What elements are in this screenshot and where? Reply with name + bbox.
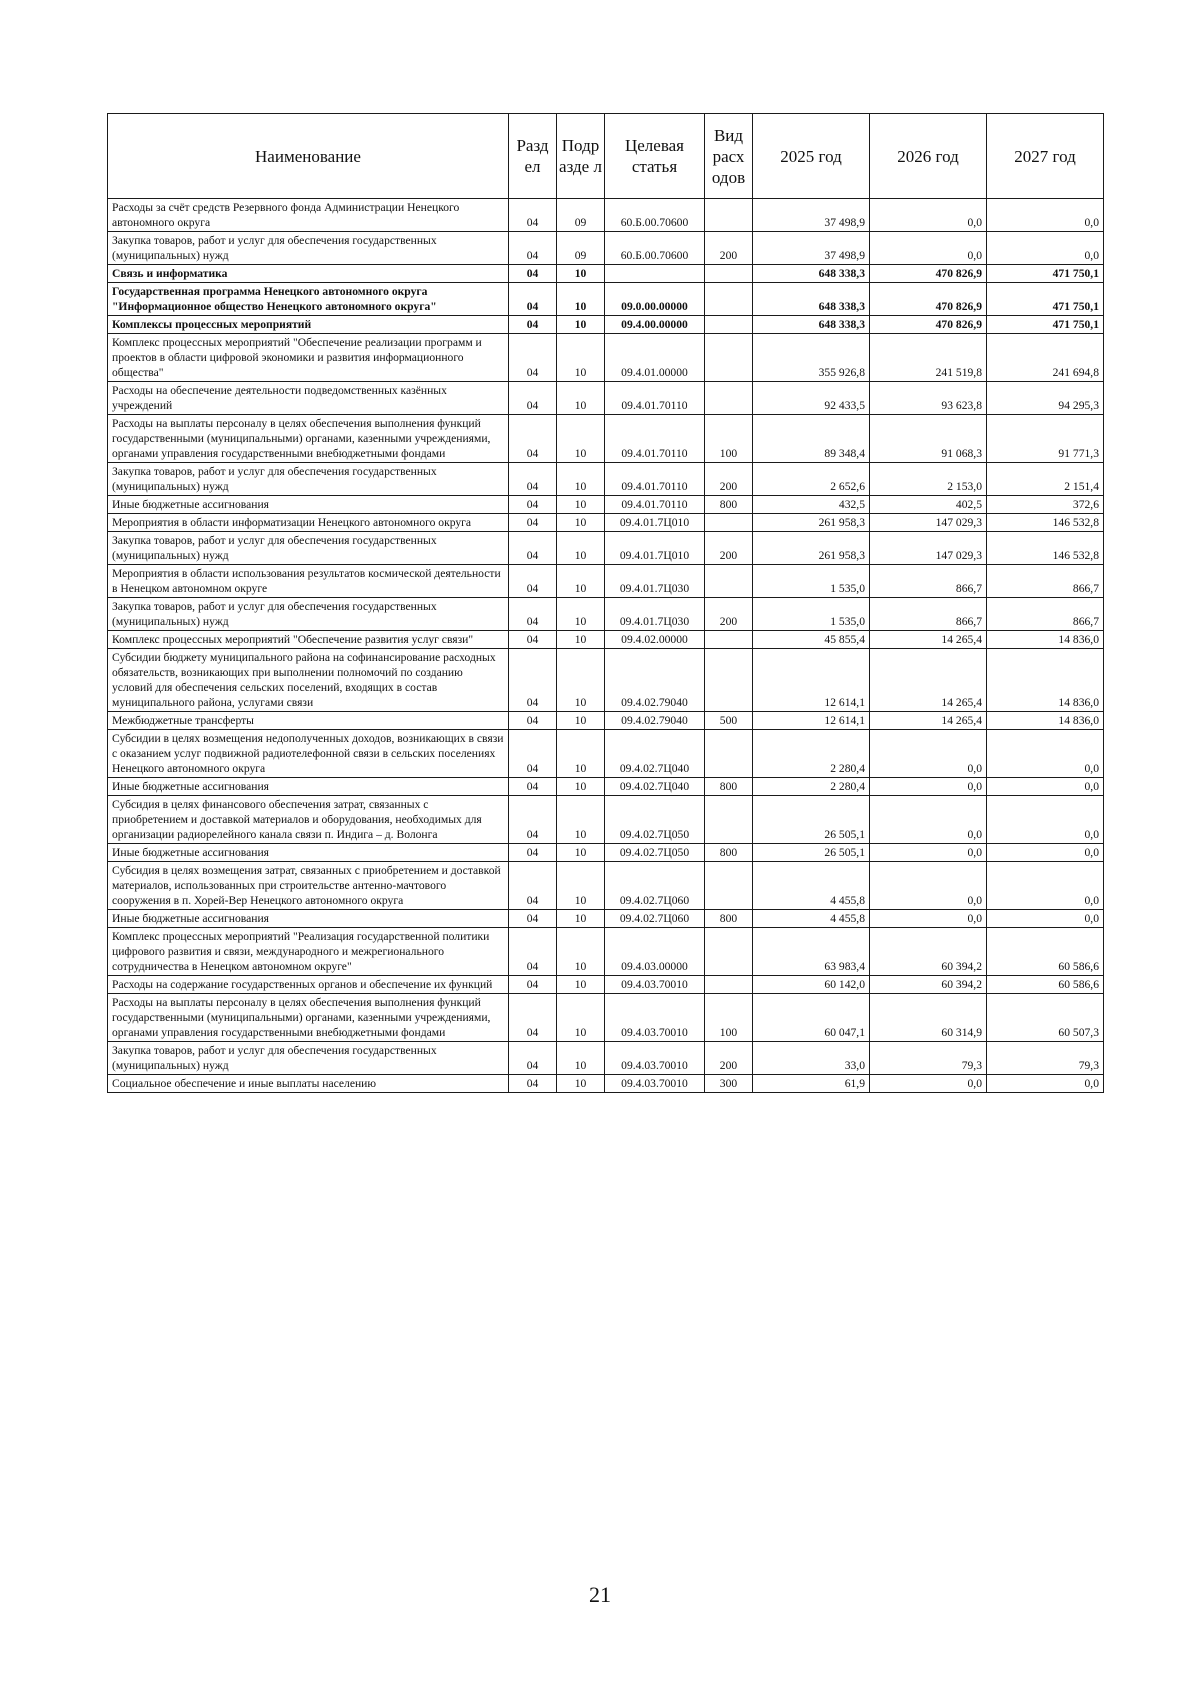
row-podrazdel-cell: 10 — [557, 1042, 605, 1075]
row-celevaya-cell: 09.4.01.70110 — [605, 496, 705, 514]
row-value-2026-cell: 470 826,9 — [870, 316, 987, 334]
row-podrazdel-cell: 10 — [557, 598, 605, 631]
row-vid-cell — [705, 283, 753, 316]
header-podrazdel: Подр азде л — [557, 114, 605, 199]
table-row — [108, 730, 1104, 778]
table-row — [108, 649, 1104, 712]
table-row — [108, 265, 1104, 283]
row-name-cell: Расходы на выплаты персоналу в целях обеспечения выполнения функций государственными (муниципальными) органами, казенными учреждениями, органами управления государственными внебюджетными фондами — [108, 415, 509, 463]
row-vid-cell — [705, 631, 753, 649]
row-value-2025-cell: 45 855,4 — [753, 631, 870, 649]
row-celevaya-cell: 09.0.00.00000 — [605, 283, 705, 316]
row-value-2025-cell: 432,5 — [753, 496, 870, 514]
table-row — [108, 382, 1104, 415]
row-value-2027-cell: 0,0 — [987, 862, 1104, 910]
row-podrazdel-cell: 10 — [557, 862, 605, 910]
row-celevaya-cell: 09.4.02.79040 — [605, 712, 705, 730]
row-podrazdel-cell: 10 — [557, 496, 605, 514]
row-razdel-cell: 04 — [509, 976, 557, 994]
budget-table — [107, 113, 1104, 1093]
row-value-2027-cell: 79,3 — [987, 1042, 1104, 1075]
table-header-row — [108, 114, 1104, 199]
row-value-2027-cell: 91 771,3 — [987, 415, 1104, 463]
row-value-2026-cell: 14 265,4 — [870, 649, 987, 712]
row-value-2027-cell: 146 532,8 — [987, 514, 1104, 532]
row-name-cell: Субсидии в целях возмещения недополученных доходов, возникающих в связи с оказанием услуг подвижной радиотелефонной связи в сельских поселениях Ненецкого автономного округа — [108, 730, 509, 778]
row-value-2025-cell: 37 498,9 — [753, 232, 870, 265]
row-razdel-cell: 04 — [509, 796, 557, 844]
row-celevaya-cell: 09.4.01.70110 — [605, 382, 705, 415]
header-name: Наименование — [108, 114, 509, 199]
row-razdel-cell: 04 — [509, 199, 557, 232]
row-value-2027-cell: 0,0 — [987, 796, 1104, 844]
row-vid-cell: 800 — [705, 778, 753, 796]
row-value-2026-cell: 402,5 — [870, 496, 987, 514]
table-row — [108, 712, 1104, 730]
row-podrazdel-cell: 10 — [557, 796, 605, 844]
table-row — [108, 514, 1104, 532]
row-vid-cell: 100 — [705, 415, 753, 463]
row-value-2026-cell: 470 826,9 — [870, 265, 987, 283]
row-value-2026-cell: 0,0 — [870, 778, 987, 796]
row-value-2025-cell: 2 280,4 — [753, 778, 870, 796]
header-year-2025: 2025 год — [753, 114, 870, 199]
row-value-2026-cell: 60 394,2 — [870, 976, 987, 994]
row-value-2026-cell: 241 519,8 — [870, 334, 987, 382]
row-podrazdel-cell: 10 — [557, 928, 605, 976]
table-row — [108, 199, 1104, 232]
row-razdel-cell: 04 — [509, 1042, 557, 1075]
row-name-cell: Закупка товаров, работ и услуг для обеспечения государственных (муниципальных) нужд — [108, 598, 509, 631]
table-row — [108, 496, 1104, 514]
row-value-2027-cell: 0,0 — [987, 730, 1104, 778]
row-name-cell: Расходы на выплаты персоналу в целях обеспечения выполнения функций государственными (муниципальными) органами, казенными учреждениями, органами управления государственными внебюджетными фондами — [108, 994, 509, 1042]
row-razdel-cell: 04 — [509, 514, 557, 532]
row-celevaya-cell: 09.4.02.7Ц050 — [605, 844, 705, 862]
row-razdel-cell: 04 — [509, 316, 557, 334]
row-vid-cell: 800 — [705, 844, 753, 862]
row-value-2025-cell: 4 455,8 — [753, 862, 870, 910]
row-razdel-cell: 04 — [509, 1075, 557, 1093]
row-value-2026-cell: 0,0 — [870, 862, 987, 910]
row-razdel-cell: 04 — [509, 565, 557, 598]
row-podrazdel-cell: 10 — [557, 910, 605, 928]
row-vid-cell — [705, 316, 753, 334]
row-value-2026-cell: 470 826,9 — [870, 283, 987, 316]
row-value-2025-cell: 61,9 — [753, 1075, 870, 1093]
row-vid-cell: 300 — [705, 1075, 753, 1093]
row-podrazdel-cell: 09 — [557, 232, 605, 265]
row-value-2026-cell: 0,0 — [870, 1075, 987, 1093]
row-name-cell: Государственная программа Ненецкого автономного округа "Информационное общество Ненецкого автономного округа" — [108, 283, 509, 316]
row-celevaya-cell: 09.4.01.7Ц010 — [605, 532, 705, 565]
row-name-cell: Мероприятия в области информатизации Ненецкого автономного округа — [108, 514, 509, 532]
row-value-2026-cell: 93 623,8 — [870, 382, 987, 415]
row-celevaya-cell: 09.4.03.70010 — [605, 1075, 705, 1093]
row-value-2025-cell: 355 926,8 — [753, 334, 870, 382]
row-value-2027-cell: 94 295,3 — [987, 382, 1104, 415]
row-razdel-cell: 04 — [509, 415, 557, 463]
table-row — [108, 283, 1104, 316]
row-name-cell: Связь и информатика — [108, 265, 509, 283]
table-row — [108, 598, 1104, 631]
row-celevaya-cell — [605, 265, 705, 283]
header-year-2026: 2026 год — [870, 114, 987, 199]
row-value-2025-cell: 26 505,1 — [753, 844, 870, 862]
table-row — [108, 910, 1104, 928]
row-name-cell: Закупка товаров, работ и услуг для обеспечения государственных (муниципальных) нужд — [108, 532, 509, 565]
row-value-2027-cell: 866,7 — [987, 565, 1104, 598]
row-value-2027-cell: 372,6 — [987, 496, 1104, 514]
row-podrazdel-cell: 10 — [557, 283, 605, 316]
row-value-2027-cell: 471 750,1 — [987, 316, 1104, 334]
row-value-2027-cell: 241 694,8 — [987, 334, 1104, 382]
row-razdel-cell: 04 — [509, 862, 557, 910]
table-row — [108, 844, 1104, 862]
row-vid-cell — [705, 565, 753, 598]
row-celevaya-cell: 09.4.03.70010 — [605, 1042, 705, 1075]
row-celevaya-cell: 09.4.03.70010 — [605, 994, 705, 1042]
row-value-2026-cell: 91 068,3 — [870, 415, 987, 463]
row-value-2027-cell: 0,0 — [987, 778, 1104, 796]
table-row — [108, 316, 1104, 334]
row-podrazdel-cell: 10 — [557, 265, 605, 283]
table-row — [108, 1042, 1104, 1075]
row-value-2026-cell: 2 153,0 — [870, 463, 987, 496]
row-value-2027-cell: 60 586,6 — [987, 928, 1104, 976]
row-name-cell: Мероприятия в области использования результатов космической деятельности в Ненецком автономном округе — [108, 565, 509, 598]
row-celevaya-cell: 09.4.03.70010 — [605, 976, 705, 994]
row-vid-cell: 200 — [705, 532, 753, 565]
row-podrazdel-cell: 09 — [557, 199, 605, 232]
row-name-cell: Иные бюджетные ассигнования — [108, 496, 509, 514]
row-razdel-cell: 04 — [509, 382, 557, 415]
row-value-2026-cell: 147 029,3 — [870, 514, 987, 532]
row-value-2026-cell: 0,0 — [870, 232, 987, 265]
row-razdel-cell: 04 — [509, 598, 557, 631]
row-celevaya-cell: 09.4.01.70110 — [605, 463, 705, 496]
row-name-cell: Закупка товаров, работ и услуг для обеспечения государственных (муниципальных) нужд — [108, 463, 509, 496]
table-row — [108, 778, 1104, 796]
table-row — [108, 862, 1104, 910]
row-value-2027-cell: 14 836,0 — [987, 649, 1104, 712]
row-value-2027-cell: 60 586,6 — [987, 976, 1104, 994]
row-value-2027-cell: 0,0 — [987, 910, 1104, 928]
table-row — [108, 994, 1104, 1042]
row-value-2025-cell: 26 505,1 — [753, 796, 870, 844]
row-name-cell: Субсидии бюджету муниципального района на софинансирование расходных обязательств, возникающих при выполнении полномочий по созданию условий для обеспечения сельских поселений, входящих в состав муниципального района, услугами связи — [108, 649, 509, 712]
row-value-2026-cell: 60 394,2 — [870, 928, 987, 976]
row-value-2025-cell: 12 614,1 — [753, 712, 870, 730]
row-value-2025-cell: 60 142,0 — [753, 976, 870, 994]
row-name-cell: Иные бюджетные ассигнования — [108, 910, 509, 928]
row-podrazdel-cell: 10 — [557, 712, 605, 730]
row-value-2025-cell: 33,0 — [753, 1042, 870, 1075]
row-celevaya-cell: 09.4.01.7Ц030 — [605, 565, 705, 598]
row-podrazdel-cell: 10 — [557, 463, 605, 496]
row-value-2025-cell: 37 498,9 — [753, 199, 870, 232]
row-value-2025-cell: 63 983,4 — [753, 928, 870, 976]
row-name-cell: Закупка товаров, работ и услуг для обеспечения государственных (муниципальных) нужд — [108, 232, 509, 265]
row-celevaya-cell: 09.4.02.79040 — [605, 649, 705, 712]
row-podrazdel-cell: 10 — [557, 382, 605, 415]
row-celevaya-cell: 09.4.02.7Ц050 — [605, 796, 705, 844]
row-podrazdel-cell: 10 — [557, 1075, 605, 1093]
row-celevaya-cell: 09.4.01.70110 — [605, 415, 705, 463]
row-celevaya-cell: 09.4.01.00000 — [605, 334, 705, 382]
row-vid-cell — [705, 976, 753, 994]
row-vid-cell — [705, 334, 753, 382]
row-value-2026-cell: 0,0 — [870, 910, 987, 928]
row-vid-cell: 200 — [705, 232, 753, 265]
row-podrazdel-cell: 10 — [557, 994, 605, 1042]
table-row — [108, 565, 1104, 598]
row-value-2027-cell: 14 836,0 — [987, 712, 1104, 730]
table-row — [108, 415, 1104, 463]
row-name-cell: Расходы на содержание государственных органов и обеспечение их функций — [108, 976, 509, 994]
row-value-2027-cell: 0,0 — [987, 1075, 1104, 1093]
row-value-2025-cell: 89 348,4 — [753, 415, 870, 463]
row-name-cell: Субсидия в целях финансового обеспечения затрат, связанных с приобретением и доставкой материалов и оборудования, необходимых для организации радиорелейного канала связи п. Индига – д. Волонга — [108, 796, 509, 844]
table-row — [108, 976, 1104, 994]
row-value-2025-cell: 1 535,0 — [753, 598, 870, 631]
row-value-2026-cell: 0,0 — [870, 796, 987, 844]
budget-table-sheet — [107, 113, 1103, 1093]
row-razdel-cell: 04 — [509, 334, 557, 382]
row-razdel-cell: 04 — [509, 844, 557, 862]
row-value-2025-cell: 12 614,1 — [753, 649, 870, 712]
row-celevaya-cell: 09.4.01.7Ц030 — [605, 598, 705, 631]
table-row — [108, 796, 1104, 844]
row-value-2027-cell: 60 507,3 — [987, 994, 1104, 1042]
header-celevaya-statya: Целевая статья — [605, 114, 705, 199]
row-name-cell: Иные бюджетные ассигнования — [108, 844, 509, 862]
row-celevaya-cell: 09.4.02.7Ц040 — [605, 730, 705, 778]
row-value-2027-cell: 14 836,0 — [987, 631, 1104, 649]
row-razdel-cell: 04 — [509, 649, 557, 712]
row-value-2026-cell: 147 029,3 — [870, 532, 987, 565]
row-name-cell: Комплексы процессных мероприятий — [108, 316, 509, 334]
row-celevaya-cell: 60.Б.00.70600 — [605, 232, 705, 265]
row-podrazdel-cell: 10 — [557, 631, 605, 649]
row-vid-cell: 500 — [705, 712, 753, 730]
row-celevaya-cell: 09.4.02.7Ц060 — [605, 862, 705, 910]
header-vid-rashodov: Вид расх одов — [705, 114, 753, 199]
row-value-2026-cell: 866,7 — [870, 565, 987, 598]
row-value-2026-cell: 0,0 — [870, 844, 987, 862]
row-celevaya-cell: 09.4.02.7Ц040 — [605, 778, 705, 796]
row-value-2025-cell: 2 280,4 — [753, 730, 870, 778]
row-name-cell: Социальное обеспечение и иные выплаты населению — [108, 1075, 509, 1093]
row-value-2027-cell: 146 532,8 — [987, 532, 1104, 565]
row-value-2027-cell: 0,0 — [987, 844, 1104, 862]
row-value-2026-cell: 79,3 — [870, 1042, 987, 1075]
row-value-2025-cell: 60 047,1 — [753, 994, 870, 1042]
row-razdel-cell: 04 — [509, 730, 557, 778]
row-celevaya-cell: 09.4.02.00000 — [605, 631, 705, 649]
row-name-cell: Расходы за счёт средств Резервного фонда Администрации Ненецкого автономного округа — [108, 199, 509, 232]
row-celevaya-cell: 09.4.02.7Ц060 — [605, 910, 705, 928]
header-razdel: Разд ел — [509, 114, 557, 199]
row-razdel-cell: 04 — [509, 712, 557, 730]
row-razdel-cell: 04 — [509, 928, 557, 976]
row-podrazdel-cell: 10 — [557, 316, 605, 334]
row-value-2027-cell: 2 151,4 — [987, 463, 1104, 496]
row-value-2026-cell: 60 314,9 — [870, 994, 987, 1042]
row-value-2026-cell: 866,7 — [870, 598, 987, 631]
row-vid-cell — [705, 796, 753, 844]
row-value-2027-cell: 0,0 — [987, 199, 1104, 232]
row-name-cell: Комплекс процессных мероприятий "Обеспечение развития услуг связи" — [108, 631, 509, 649]
row-razdel-cell: 04 — [509, 778, 557, 796]
row-value-2025-cell: 648 338,3 — [753, 316, 870, 334]
row-value-2025-cell: 261 958,3 — [753, 514, 870, 532]
row-value-2027-cell: 0,0 — [987, 232, 1104, 265]
row-value-2026-cell: 0,0 — [870, 730, 987, 778]
row-vid-cell: 200 — [705, 463, 753, 496]
row-celevaya-cell: 60.Б.00.70600 — [605, 199, 705, 232]
row-value-2025-cell: 4 455,8 — [753, 910, 870, 928]
row-razdel-cell: 04 — [509, 532, 557, 565]
row-podrazdel-cell: 10 — [557, 334, 605, 382]
row-razdel-cell: 04 — [509, 994, 557, 1042]
row-vid-cell: 100 — [705, 994, 753, 1042]
row-vid-cell — [705, 265, 753, 283]
table-row — [108, 463, 1104, 496]
row-name-cell: Комплекс процессных мероприятий "Реализация государственной политики цифрового развития и связи, международного и межрегионального сотрудничества в Ненецком автономном округе" — [108, 928, 509, 976]
row-value-2027-cell: 471 750,1 — [987, 283, 1104, 316]
table-row — [108, 1075, 1104, 1093]
row-vid-cell: 200 — [705, 1042, 753, 1075]
table-body — [108, 199, 1104, 1093]
row-value-2026-cell: 14 265,4 — [870, 712, 987, 730]
row-podrazdel-cell: 10 — [557, 649, 605, 712]
row-name-cell: Межбюджетные трансферты — [108, 712, 509, 730]
table-row — [108, 232, 1104, 265]
page-number: 21 — [589, 1582, 611, 1607]
row-name-cell: Закупка товаров, работ и услуг для обеспечения государственных (муниципальных) нужд — [108, 1042, 509, 1075]
row-vid-cell: 800 — [705, 496, 753, 514]
row-value-2027-cell: 866,7 — [987, 598, 1104, 631]
row-value-2027-cell: 471 750,1 — [987, 265, 1104, 283]
row-value-2026-cell: 0,0 — [870, 199, 987, 232]
row-value-2025-cell: 2 652,6 — [753, 463, 870, 496]
table-row — [108, 928, 1104, 976]
header-year-2027: 2027 год — [987, 114, 1104, 199]
row-value-2025-cell: 648 338,3 — [753, 265, 870, 283]
row-celevaya-cell: 09.4.03.00000 — [605, 928, 705, 976]
row-vid-cell: 200 — [705, 598, 753, 631]
row-razdel-cell: 04 — [509, 496, 557, 514]
row-podrazdel-cell: 10 — [557, 778, 605, 796]
row-value-2026-cell: 14 265,4 — [870, 631, 987, 649]
table-row — [108, 631, 1104, 649]
row-value-2025-cell: 261 958,3 — [753, 532, 870, 565]
row-vid-cell — [705, 382, 753, 415]
row-celevaya-cell: 09.4.01.7Ц010 — [605, 514, 705, 532]
row-name-cell: Комплекс процессных мероприятий "Обеспечение реализации программ и проектов в области цифровой экономики и развития информационного общества" — [108, 334, 509, 382]
row-name-cell: Расходы на обеспечение деятельности подведомственных казённых учреждений — [108, 382, 509, 415]
row-razdel-cell: 04 — [509, 265, 557, 283]
row-podrazdel-cell: 10 — [557, 844, 605, 862]
row-podrazdel-cell: 10 — [557, 415, 605, 463]
row-podrazdel-cell: 10 — [557, 514, 605, 532]
row-vid-cell — [705, 649, 753, 712]
row-podrazdel-cell: 10 — [557, 565, 605, 598]
row-vid-cell — [705, 862, 753, 910]
row-vid-cell — [705, 199, 753, 232]
row-name-cell: Субсидия в целях возмещения затрат, связанных с приобретением и доставкой материалов, использованных при строительстве антенно-мачтового сооружения в п. Хорей-Вер Ненецкого автономного округа — [108, 862, 509, 910]
row-podrazdel-cell: 10 — [557, 730, 605, 778]
row-value-2025-cell: 648 338,3 — [753, 283, 870, 316]
row-celevaya-cell: 09.4.00.00000 — [605, 316, 705, 334]
row-podrazdel-cell: 10 — [557, 532, 605, 565]
row-vid-cell — [705, 928, 753, 976]
row-value-2025-cell: 1 535,0 — [753, 565, 870, 598]
table-row — [108, 532, 1104, 565]
row-name-cell: Иные бюджетные ассигнования — [108, 778, 509, 796]
row-value-2025-cell: 92 433,5 — [753, 382, 870, 415]
row-razdel-cell: 04 — [509, 631, 557, 649]
row-vid-cell: 800 — [705, 910, 753, 928]
row-vid-cell — [705, 514, 753, 532]
row-razdel-cell: 04 — [509, 232, 557, 265]
table-row — [108, 334, 1104, 382]
row-razdel-cell: 04 — [509, 283, 557, 316]
row-vid-cell — [705, 730, 753, 778]
row-razdel-cell: 04 — [509, 463, 557, 496]
row-podrazdel-cell: 10 — [557, 976, 605, 994]
row-razdel-cell: 04 — [509, 910, 557, 928]
